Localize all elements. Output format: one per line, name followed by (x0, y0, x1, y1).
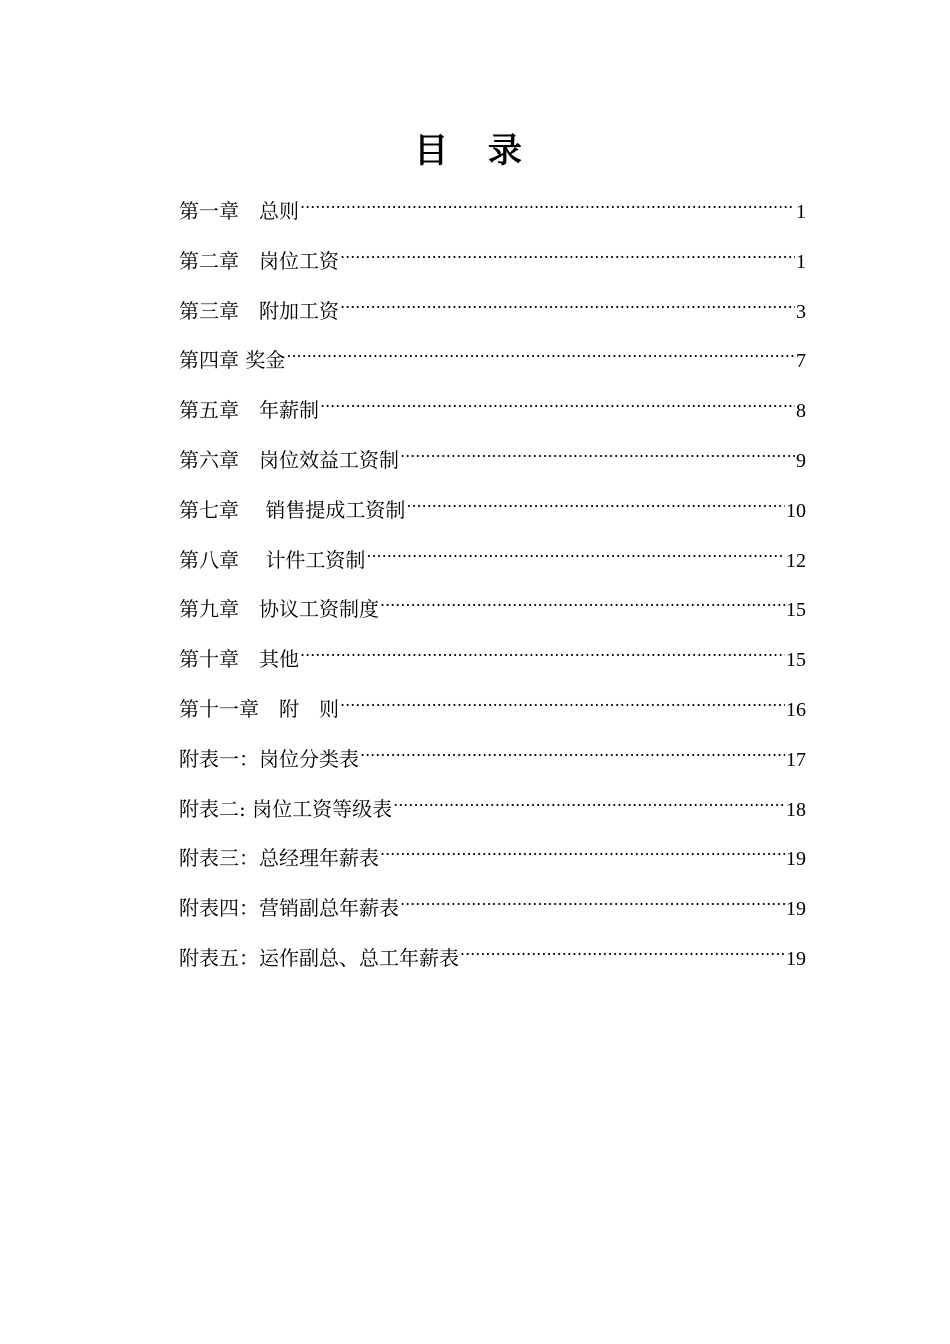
toc-dot-leader (340, 282, 795, 318)
toc-entry-page: 15 (786, 599, 806, 622)
toc-dot-leader (286, 331, 795, 367)
toc-entry-appendix2[interactable] (179, 780, 806, 830)
toc-entry-ch9[interactable] (179, 580, 806, 630)
toc-dot-leader (366, 531, 785, 567)
toc-entry-appendix4[interactable] (179, 879, 806, 929)
toc-dot-leader (300, 182, 795, 218)
toc-entry-label: 附表三：总经理年薪表 (179, 846, 379, 871)
toc-entry-page: 8 (796, 400, 806, 423)
toc-dot-leader (360, 730, 785, 766)
toc-entry-ch6[interactable] (179, 431, 806, 481)
toc-entry-page: 19 (786, 947, 806, 970)
toc-entry-page: 3 (796, 300, 806, 323)
toc-entry-label: 第八章 计件工资制 (179, 547, 366, 572)
toc-entry-page: 19 (786, 848, 806, 871)
toc-entry-label: 附表一：岗位分类表 (179, 746, 359, 771)
toc-entry-appendix5[interactable] (179, 929, 806, 979)
toc-entry-label: 第九章 协议工资制度 (179, 597, 379, 622)
toc-dot-leader (393, 780, 785, 816)
toc-dot-leader (400, 431, 795, 467)
toc-entry-page: 12 (786, 549, 806, 572)
toc-entry-ch10[interactable] (179, 630, 806, 680)
toc-list (179, 182, 806, 979)
toc-entry-page: 7 (796, 350, 806, 373)
toc-entry-label: 第六章 岗位效益工资制 (179, 447, 399, 472)
toc-dot-leader (400, 879, 785, 915)
toc-entry-label: 第三章 附加工资 (179, 298, 339, 323)
toc-entry-page: 15 (786, 649, 806, 672)
toc-entry-page: 9 (796, 449, 806, 472)
toc-entry-label: 第七章 销售提成工资制 (179, 497, 406, 522)
toc-entry-ch7[interactable] (179, 481, 806, 531)
toc-title: 目 录 (414, 131, 536, 171)
toc-entry-label: 第二章 岗位工资 (179, 248, 339, 273)
toc-entry-page: 1 (796, 201, 806, 223)
toc-entry-ch2[interactable] (179, 232, 806, 282)
toc-dot-leader (406, 481, 785, 517)
toc-entry-ch11[interactable] (179, 680, 806, 730)
toc-entry-page: 16 (786, 698, 806, 721)
toc-entry-page: 1 (796, 250, 806, 273)
toc-dot-leader (300, 630, 785, 666)
toc-entry-page: 18 (786, 798, 806, 821)
toc-dot-leader (380, 580, 785, 616)
toc-entry-appendix1[interactable] (179, 730, 806, 780)
toc-dot-leader (460, 929, 785, 965)
toc-entry-page: 19 (786, 898, 806, 921)
toc-entry-ch1[interactable] (179, 182, 806, 232)
toc-dot-leader (340, 680, 785, 716)
toc-entry-label: 附表五：运作副总、总工年薪表 (179, 945, 459, 970)
toc-entry-label: 第十章 其他 (179, 647, 299, 672)
toc-entry-label: 第一章 总则 (179, 199, 299, 223)
toc-entry-ch4[interactable] (179, 331, 806, 381)
toc-entry-label: 第五章 年薪制 (179, 398, 319, 423)
toc-entry-page: 17 (786, 748, 806, 771)
toc-entry-label: 附表四：营销副总年薪表 (179, 896, 399, 921)
toc-entry-appendix3[interactable] (179, 829, 806, 879)
toc-entry-ch3[interactable] (179, 282, 806, 332)
toc-entry-ch5[interactable] (179, 381, 806, 431)
toc-entry-label: 第十一章 附 则 (179, 696, 339, 721)
toc-dot-leader (340, 232, 795, 268)
toc-entry-label: 附表二: 岗位工资等级表 (179, 796, 393, 821)
toc-entry-ch8[interactable] (179, 531, 806, 581)
toc-dot-leader (380, 829, 785, 865)
toc-dot-leader (320, 381, 795, 417)
toc-entry-page: 10 (786, 499, 806, 522)
toc-entry-label: 第四章 奖金 (179, 348, 286, 373)
